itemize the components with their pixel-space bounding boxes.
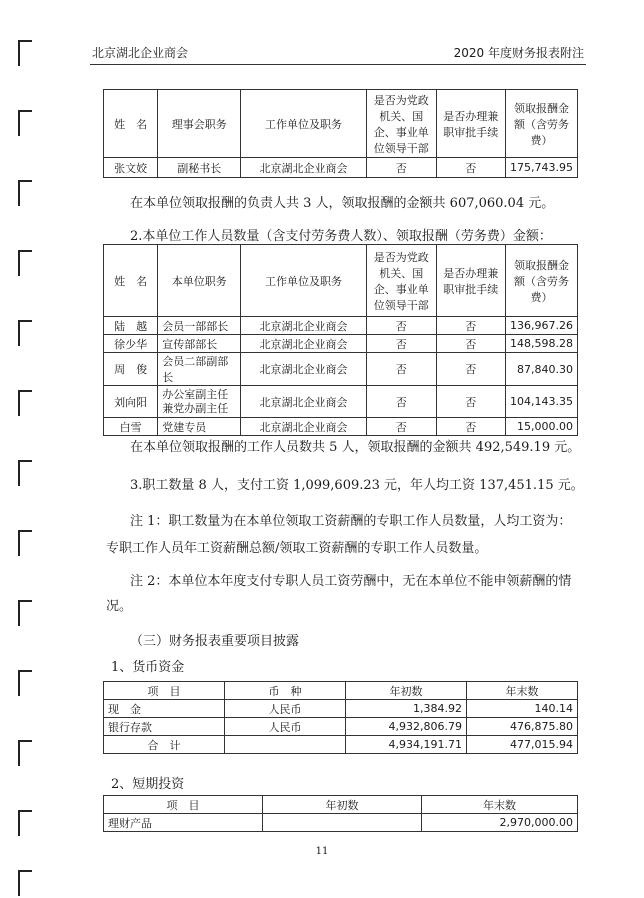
cell-employer: 北京湖北企业商会 (241, 158, 367, 178)
page-number: 11 (315, 846, 329, 857)
col-header: 年初数 (263, 796, 422, 814)
col-header: 年末数 (467, 682, 578, 700)
binding-mark (18, 180, 32, 206)
cell-currency: 人民币 (225, 700, 346, 718)
cell-closing: 476,875.80 (467, 718, 578, 736)
cell-item: 银行存款 (104, 718, 225, 736)
cell-currency: 人民币 (225, 718, 346, 736)
binding-mark (18, 530, 32, 556)
col-header: 姓 名 (104, 245, 158, 317)
col-header: 领取报酬金额（含劳务费） (506, 90, 578, 158)
cell-position: 宣传部部长 (158, 335, 241, 353)
subsection-title: 1、货币资金 (111, 660, 185, 675)
col-header: 工作单位及职务 (241, 245, 367, 317)
col-header: 是否办理兼职审批手续 (436, 90, 505, 158)
binding-mark (18, 460, 32, 486)
cell-employer: 北京湖北企业商会 (241, 353, 367, 386)
cell-name: 张文姣 (104, 158, 158, 178)
binding-mark (18, 600, 32, 626)
binding-mark (18, 740, 32, 766)
header-title: 2020 年度财务报表附注 (453, 46, 584, 60)
col-header: 年初数 (346, 682, 467, 700)
staff-pay-table (103, 244, 578, 436)
paragraph: 3.职工数量 8 人，支付工资 1,099,609.23 元，年人均工资 137,451.15 元。 (130, 478, 584, 493)
cell-name: 徐少华 (104, 335, 158, 353)
binding-mark (18, 40, 32, 66)
paragraph: 2.本单位工作人员数量（含支付劳务费人数）、领取报酬（劳务费）金额： (130, 229, 552, 244)
binding-mark (18, 810, 32, 836)
cell-opening (263, 814, 422, 832)
header-org: 北京湖北企业商会 (92, 46, 189, 60)
cell-position: 会员一部部长 (158, 317, 241, 335)
cell-position: 会员二部副部长 (158, 353, 241, 386)
note-2-line-1: 注 2：本单位本年度支付专职人员工资劳酬中，无在本单位不能申领薪酬的情 (130, 574, 572, 589)
cell-item: 合 计 (104, 736, 225, 754)
cell-amount: 136,967.26 (506, 317, 578, 335)
col-header: 本单位职务 (158, 245, 241, 317)
cell-approval: 否 (436, 317, 505, 335)
col-header: 理事会职务 (158, 90, 241, 158)
cell-opening: 4,934,191.71 (346, 736, 467, 754)
table-row (104, 317, 578, 335)
table-row (104, 158, 578, 178)
page-header (92, 44, 584, 62)
table-header-row (104, 245, 578, 317)
binding-mark (18, 110, 32, 136)
cell-position: 党建专员 (158, 418, 241, 436)
cell-opening: 1,384.92 (346, 700, 467, 718)
cell-item: 理财产品 (104, 814, 263, 832)
cell-opening: 4,932,806.79 (346, 718, 467, 736)
binding-mark (18, 250, 32, 276)
table-row (104, 353, 578, 386)
note-1-line-2: 专职工作人员年工资薪酬总额/领取工资薪酬的专职工作人员数量。 (106, 541, 488, 556)
cell-closing: 140.14 (467, 700, 578, 718)
table-row (104, 700, 578, 718)
cell-employer: 北京湖北企业商会 (241, 418, 367, 436)
cell-employer: 北京湖北企业商会 (241, 386, 367, 418)
cell-official: 否 (366, 418, 436, 436)
cell-official: 否 (366, 353, 436, 386)
col-header: 姓 名 (104, 90, 158, 158)
cell-position: 副秘书长 (158, 158, 241, 178)
cell-name: 陆 越 (104, 317, 158, 335)
cell-employer: 北京湖北企业商会 (241, 317, 367, 335)
cell-name: 刘向阳 (104, 386, 158, 418)
cell-amount: 104,143.35 (506, 386, 578, 418)
cell-name: 周 俊 (104, 353, 158, 386)
section-title: （三）财务报表重要项目披露 (130, 634, 300, 649)
cell-approval: 否 (436, 386, 505, 418)
cell-name: 白雪 (104, 418, 158, 436)
table-header-row (104, 682, 578, 700)
note-1-line-1: 注 1：职工数量为在本单位领取工资薪酬的专职工作人员数量，人均工资为： (130, 514, 572, 529)
cell-position: 办公室副主任兼党办副主任 (158, 386, 241, 418)
col-header: 工作单位及职务 (241, 90, 367, 158)
director-pay-table (103, 89, 578, 178)
paragraph: 在本单位领取报酬的负责人共 3 人，领取报酬的金额共 607,060.04 元。 (130, 196, 555, 211)
cell-amount: 148,598.28 (506, 335, 578, 353)
cash-table (103, 681, 578, 754)
cell-amount: 175,743.95 (506, 158, 578, 178)
cell-amount: 87,840.30 (506, 353, 578, 386)
col-header: 是否办理兼职审批手续 (436, 245, 505, 317)
cell-approval: 否 (436, 158, 505, 178)
col-header: 是否为党政机关、国企、事业单位领导干部 (366, 90, 436, 158)
binding-mark (18, 670, 32, 696)
table-row (104, 718, 578, 736)
col-header: 项 目 (104, 796, 263, 814)
binding-margin (0, 0, 40, 898)
cell-approval: 否 (436, 335, 505, 353)
table-row (104, 418, 578, 436)
binding-mark (18, 320, 32, 346)
cell-approval: 否 (436, 418, 505, 436)
col-header: 项 目 (104, 682, 225, 700)
cell-closing: 2,970,000.00 (422, 814, 578, 832)
header-rule (90, 64, 586, 65)
table-row (104, 814, 578, 832)
table-header-row (104, 90, 578, 158)
col-header: 是否为党政机关、国企、事业单位领导干部 (366, 245, 436, 317)
cell-official: 否 (366, 335, 436, 353)
col-header: 领取报酬金额（含劳务费） (506, 245, 578, 317)
cell-currency (225, 736, 346, 754)
cell-official: 否 (366, 158, 436, 178)
table-row (104, 736, 578, 754)
binding-mark (18, 390, 32, 416)
subsection-title: 2、短期投资 (111, 777, 185, 792)
binding-mark (18, 870, 32, 896)
short-term-investment-table (103, 795, 578, 832)
paragraph: 在本单位领取报酬的工作人员数共 5 人，领取报酬的金额共 492,549.19 元。 (130, 440, 581, 455)
table-row (104, 386, 578, 418)
table-header-row (104, 796, 578, 814)
note-2-line-2: 况。 (106, 599, 133, 614)
cell-closing: 477,015.94 (467, 736, 578, 754)
cell-amount: 15,000.00 (506, 418, 578, 436)
table-row (104, 335, 578, 353)
cell-official: 否 (366, 317, 436, 335)
col-header: 币 种 (225, 682, 346, 700)
cell-employer: 北京湖北企业商会 (241, 335, 367, 353)
cell-official: 否 (366, 386, 436, 418)
cell-approval: 否 (436, 353, 505, 386)
cell-item: 现 金 (104, 700, 225, 718)
col-header: 年末数 (422, 796, 578, 814)
